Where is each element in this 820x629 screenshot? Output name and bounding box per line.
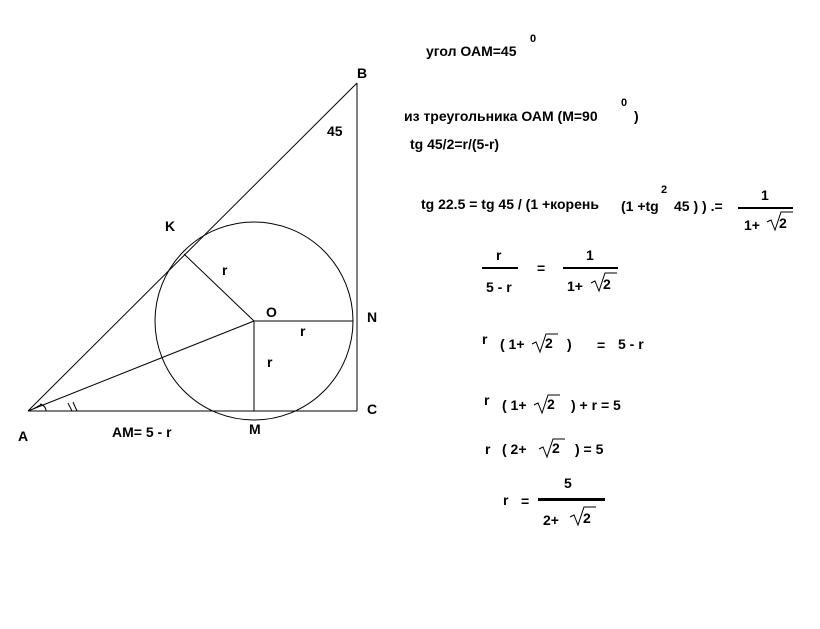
- fraction-1-den-a: 1+: [744, 217, 760, 233]
- eq3-open: ( 1+: [502, 397, 527, 413]
- triangle-oam-line: из треугольника ОАМ (М=90: [404, 108, 598, 124]
- radius-ok: [184, 254, 254, 321]
- eq1-den-left: 5 - r: [486, 279, 512, 295]
- fraction-1-den-b: 2: [779, 215, 787, 231]
- eq1-num-left: r: [496, 247, 502, 263]
- point-a-label: A: [18, 428, 29, 444]
- point-o-label: O: [266, 304, 277, 320]
- eq4-sqrt-arg: 2: [552, 440, 560, 456]
- eq3-r: r: [484, 392, 490, 408]
- eq2-equals: =: [597, 337, 606, 353]
- segment-ao: [28, 321, 254, 411]
- triangle-oam-close: ): [634, 108, 639, 124]
- eq1-num-right: 1: [586, 247, 594, 263]
- eq2-rhs: 5 - r: [618, 336, 644, 352]
- angle-a-mark-3: [73, 402, 77, 411]
- eq5-bar: [538, 498, 605, 501]
- point-b-label: B: [357, 65, 368, 81]
- eq5-den-a: 2+: [543, 512, 559, 528]
- square-sup: 2: [661, 184, 668, 196]
- angle-b-label: 45: [327, 123, 343, 139]
- eq2-close: ): [567, 336, 572, 352]
- eq1-den-right-a: 1+: [567, 278, 583, 294]
- fraction-1-bar: [738, 207, 793, 209]
- degree-sup-2: 0: [621, 97, 628, 109]
- side-ab: [28, 83, 357, 411]
- eq2-open: ( 1+: [500, 336, 525, 352]
- eq4-open: ( 2+: [502, 441, 527, 457]
- degree-sup-1: 0: [530, 33, 537, 45]
- radius-ok-label: r: [222, 262, 228, 278]
- eq3-sqrt-arg: 2: [547, 396, 555, 412]
- eq1-bar-left: [482, 267, 518, 269]
- eq5-equals: =: [521, 493, 530, 509]
- tg-225-line: tg 22.5 = tg 45 / (1 +корень: [421, 196, 599, 212]
- eq5-num: 5: [564, 475, 572, 491]
- eq1-den-right-b: 2: [603, 276, 611, 292]
- radius-om-label: r: [267, 354, 273, 370]
- angle-a-mark-2: [68, 403, 72, 411]
- eq5-lhs: r: [503, 492, 509, 508]
- eq2-r: r: [482, 331, 488, 347]
- am-length-label: AM= 5 - r: [112, 424, 172, 440]
- point-m-label: M: [249, 421, 261, 437]
- point-n-label: N: [367, 309, 378, 325]
- tg-225-paren: (1 +tg: [621, 198, 659, 214]
- fraction-1-num: 1: [761, 187, 769, 203]
- tangent-half-line: tg 45/2=r/(5-r): [410, 136, 500, 152]
- eq1-bar-right: [563, 267, 618, 269]
- point-c-label: C: [367, 401, 378, 417]
- point-k-label: K: [165, 218, 176, 234]
- eq1-equals: =: [537, 260, 546, 276]
- radius-on-label: r: [300, 323, 306, 339]
- angle-oam-line: угол ОАМ=45: [426, 43, 517, 59]
- eq4-r: r: [485, 441, 491, 457]
- eq3-close: ) + r = 5: [571, 397, 621, 413]
- tg-225-tail: 45 ) ) .=: [674, 198, 723, 214]
- eq2-sqrt-arg: 2: [545, 335, 553, 351]
- eq5-den-b: 2: [583, 510, 591, 526]
- eq4-close: ) = 5: [575, 441, 604, 457]
